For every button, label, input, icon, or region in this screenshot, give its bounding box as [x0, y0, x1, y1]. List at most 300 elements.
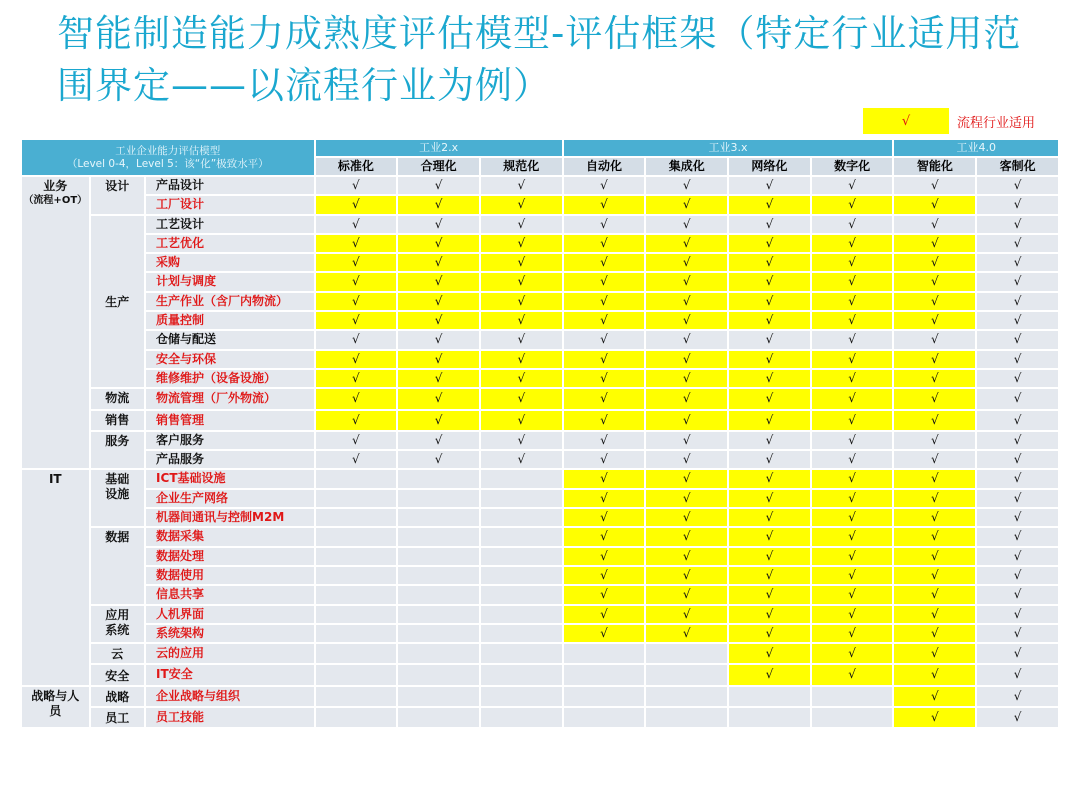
- check-cell: √: [977, 331, 1058, 348]
- check-cell: √: [646, 312, 727, 329]
- check-cell: √: [646, 196, 727, 213]
- check-cell: √: [894, 370, 975, 387]
- empty-cell: [481, 528, 562, 545]
- stage-header: 客制化: [977, 158, 1058, 175]
- check-cell: √: [316, 312, 397, 329]
- empty-cell: [316, 665, 397, 684]
- subcategory-label: 数据: [91, 528, 144, 603]
- check-cell: √: [812, 293, 893, 310]
- check-cell: √: [894, 528, 975, 545]
- check-cell: √: [316, 370, 397, 387]
- empty-cell: [398, 509, 479, 526]
- table-row: [22, 293, 1058, 310]
- table-row: [22, 586, 1058, 603]
- item-label: 信息共享: [146, 586, 313, 603]
- check-cell: √: [977, 586, 1058, 603]
- check-cell: √: [812, 606, 893, 623]
- check-cell: √: [894, 586, 975, 603]
- item-label: 系统架构: [146, 625, 313, 642]
- check-cell: √: [481, 331, 562, 348]
- check-cell: √: [729, 411, 810, 430]
- empty-cell: [564, 665, 645, 684]
- empty-cell: [316, 528, 397, 545]
- check-cell: √: [646, 451, 727, 468]
- empty-cell: [646, 665, 727, 684]
- subcategory-label: 生产: [91, 216, 144, 388]
- check-cell: √: [316, 331, 397, 348]
- empty-cell: [398, 490, 479, 507]
- table-row: [22, 370, 1058, 387]
- table-row: [22, 490, 1058, 507]
- check-cell: √: [812, 235, 893, 252]
- check-cell: √: [729, 331, 810, 348]
- stage-header: 标准化: [316, 158, 397, 175]
- check-cell: √: [812, 567, 893, 584]
- check-cell: √: [729, 254, 810, 271]
- check-cell: √: [729, 625, 810, 642]
- check-cell: √: [729, 351, 810, 368]
- check-cell: √: [812, 548, 893, 565]
- category-label: 战略与人员: [31, 688, 80, 718]
- item-label: 机器间通讯与控制M2M: [146, 509, 313, 526]
- check-cell: √: [977, 293, 1058, 310]
- empty-cell: [812, 708, 893, 727]
- check-cell: √: [812, 470, 893, 487]
- item-label: 产品服务: [146, 451, 313, 468]
- check-cell: √: [729, 216, 810, 233]
- table-row: [22, 331, 1058, 348]
- check-cell: √: [316, 389, 397, 408]
- check-cell: √: [646, 490, 727, 507]
- check-cell: √: [894, 273, 975, 290]
- empty-cell: [316, 687, 397, 706]
- empty-cell: [481, 509, 562, 526]
- empty-cell: [398, 687, 479, 706]
- check-cell: √: [812, 509, 893, 526]
- empty-cell: [316, 625, 397, 642]
- empty-cell: [646, 644, 727, 663]
- check-cell: √: [894, 708, 975, 727]
- table-row: [22, 665, 1058, 684]
- check-cell: √: [564, 351, 645, 368]
- empty-cell: [316, 708, 397, 727]
- empty-cell: [398, 665, 479, 684]
- check-cell: √: [729, 370, 810, 387]
- check-cell: √: [729, 273, 810, 290]
- table-row: [22, 432, 1058, 449]
- table-row: [22, 254, 1058, 271]
- check-cell: √: [977, 490, 1058, 507]
- check-cell: √: [398, 293, 479, 310]
- subcategory-label: 基础设施: [91, 470, 144, 526]
- table-row: [22, 273, 1058, 290]
- check-cell: √: [729, 196, 810, 213]
- check-cell: √: [564, 470, 645, 487]
- check-cell: √: [977, 644, 1058, 663]
- check-cell: √: [481, 216, 562, 233]
- check-cell: √: [564, 432, 645, 449]
- check-cell: √: [812, 312, 893, 329]
- empty-cell: [316, 548, 397, 565]
- check-cell: √: [646, 528, 727, 545]
- check-cell: √: [729, 644, 810, 663]
- check-cell: √: [646, 625, 727, 642]
- check-cell: √: [894, 451, 975, 468]
- empty-cell: [481, 687, 562, 706]
- table-row: [22, 235, 1058, 252]
- empty-cell: [398, 625, 479, 642]
- check-cell: √: [729, 389, 810, 408]
- check-cell: √: [398, 254, 479, 271]
- empty-cell: [398, 567, 479, 584]
- check-cell: √: [646, 606, 727, 623]
- check-cell: √: [316, 254, 397, 271]
- check-cell: √: [646, 432, 727, 449]
- check-cell: √: [894, 665, 975, 684]
- check-cell: √: [646, 273, 727, 290]
- item-label: 工艺设计: [146, 216, 313, 233]
- check-cell: √: [481, 411, 562, 430]
- check-cell: √: [894, 254, 975, 271]
- check-cell: √: [316, 196, 397, 213]
- empty-cell: [481, 470, 562, 487]
- check-cell: √: [894, 606, 975, 623]
- empty-cell: [316, 606, 397, 623]
- empty-cell: [564, 708, 645, 727]
- item-label: 产品设计: [146, 177, 313, 194]
- item-label: 人机界面: [146, 606, 313, 623]
- check-cell: √: [729, 665, 810, 684]
- check-cell: √: [894, 235, 975, 252]
- category-cell: [22, 470, 89, 684]
- table-row: [22, 625, 1058, 642]
- check-cell: √: [646, 293, 727, 310]
- check-cell: √: [812, 177, 893, 194]
- stage-header: 合理化: [398, 158, 479, 175]
- check-cell: √: [398, 216, 479, 233]
- check-cell: √: [812, 351, 893, 368]
- table-row: [22, 216, 1058, 233]
- table-row: [22, 470, 1058, 487]
- check-cell: √: [977, 606, 1058, 623]
- check-cell: √: [398, 235, 479, 252]
- check-cell: √: [646, 389, 727, 408]
- check-cell: √: [481, 351, 562, 368]
- check-cell: √: [316, 216, 397, 233]
- check-cell: √: [646, 331, 727, 348]
- item-label: 质量控制: [146, 312, 313, 329]
- item-label: 数据使用: [146, 567, 313, 584]
- empty-cell: [316, 644, 397, 663]
- check-cell: √: [646, 370, 727, 387]
- table-row: [22, 177, 1058, 194]
- empty-cell: [316, 586, 397, 603]
- check-cell: √: [646, 235, 727, 252]
- group-header-industry-40: 工业4.0: [894, 140, 1058, 156]
- table-row: [22, 351, 1058, 368]
- check-cell: √: [977, 451, 1058, 468]
- legend-label: 流程行业适用: [957, 115, 1036, 131]
- check-cell: √: [977, 370, 1058, 387]
- check-cell: √: [977, 351, 1058, 368]
- check-cell: √: [812, 451, 893, 468]
- check-cell: √: [729, 586, 810, 603]
- check-cell: √: [729, 177, 810, 194]
- stage-header: 集成化: [646, 158, 727, 175]
- empty-cell: [398, 586, 479, 603]
- empty-cell: [398, 528, 479, 545]
- check-cell: √: [646, 254, 727, 271]
- check-cell: √: [481, 254, 562, 271]
- check-cell: √: [977, 216, 1058, 233]
- check-cell: √: [729, 567, 810, 584]
- subcategory-label: 员工: [91, 708, 144, 727]
- check-cell: √: [977, 235, 1058, 252]
- check-cell: √: [316, 351, 397, 368]
- item-label: ICT基础设施: [146, 470, 313, 487]
- check-cell: √: [481, 432, 562, 449]
- empty-cell: [481, 708, 562, 727]
- table-row: [22, 567, 1058, 584]
- check-cell: √: [894, 216, 975, 233]
- check-cell: √: [564, 216, 645, 233]
- check-cell: √: [812, 389, 893, 408]
- check-cell: √: [316, 293, 397, 310]
- category-label: IT: [48, 472, 62, 487]
- check-cell: √: [646, 470, 727, 487]
- check-cell: √: [977, 273, 1058, 290]
- table-row: [22, 708, 1058, 727]
- model-header-cell: [22, 140, 314, 175]
- item-label: 员工技能: [146, 708, 313, 727]
- check-cell: √: [564, 528, 645, 545]
- empty-cell: [316, 490, 397, 507]
- check-cell: √: [977, 567, 1058, 584]
- item-label: 维修维护（设备设施）: [146, 370, 313, 387]
- empty-cell: [729, 687, 810, 706]
- empty-cell: [316, 567, 397, 584]
- check-cell: √: [977, 254, 1058, 271]
- check-cell: √: [977, 177, 1058, 194]
- check-cell: √: [316, 235, 397, 252]
- check-cell: √: [564, 451, 645, 468]
- check-cell: √: [398, 273, 479, 290]
- check-cell: √: [564, 273, 645, 290]
- subcategory-label: 安全: [91, 665, 144, 684]
- check-cell: √: [646, 567, 727, 584]
- check-cell: √: [894, 548, 975, 565]
- legend: [863, 108, 1035, 134]
- category-cell: [22, 177, 89, 468]
- check-cell: √: [812, 370, 893, 387]
- check-cell: √: [646, 509, 727, 526]
- check-cell: √: [564, 331, 645, 348]
- check-cell: √: [812, 586, 893, 603]
- check-cell: √: [729, 293, 810, 310]
- check-cell: √: [894, 567, 975, 584]
- category-label: 业务: [43, 179, 68, 193]
- stage-header: 智能化: [894, 158, 975, 175]
- item-label: 仓储与配送: [146, 331, 313, 348]
- empty-cell: [316, 470, 397, 487]
- check-cell: √: [812, 625, 893, 642]
- check-cell: √: [646, 351, 727, 368]
- check-cell: √: [564, 177, 645, 194]
- check-cell: √: [729, 312, 810, 329]
- check-cell: √: [812, 665, 893, 684]
- item-label: 数据处理: [146, 548, 313, 565]
- check-cell: √: [894, 331, 975, 348]
- check-cell: √: [894, 293, 975, 310]
- item-label: 销售管理: [146, 411, 313, 430]
- check-cell: √: [316, 411, 397, 430]
- check-cell: √: [564, 235, 645, 252]
- check-cell: √: [812, 196, 893, 213]
- item-label: 物流管理（厂外物流）: [146, 389, 313, 408]
- check-cell: √: [481, 177, 562, 194]
- check-cell: √: [481, 235, 562, 252]
- empty-cell: [398, 470, 479, 487]
- table-row: [22, 389, 1058, 408]
- check-cell: √: [894, 432, 975, 449]
- check-cell: √: [398, 331, 479, 348]
- check-cell: √: [812, 411, 893, 430]
- empty-cell: [398, 644, 479, 663]
- check-cell: √: [977, 528, 1058, 545]
- check-cell: √: [481, 370, 562, 387]
- check-cell: √: [977, 625, 1058, 642]
- check-cell: √: [564, 586, 645, 603]
- item-label: IT安全: [146, 665, 313, 684]
- subcategory-label: 物流: [91, 389, 144, 408]
- table-row: [22, 451, 1058, 468]
- empty-cell: [481, 490, 562, 507]
- empty-cell: [398, 548, 479, 565]
- check-cell: √: [564, 312, 645, 329]
- empty-cell: [481, 606, 562, 623]
- check-cell: √: [316, 273, 397, 290]
- item-label: 数据采集: [146, 528, 313, 545]
- check-cell: √: [977, 432, 1058, 449]
- check-cell: √: [646, 411, 727, 430]
- check-cell: √: [977, 312, 1058, 329]
- table-row: [22, 509, 1058, 526]
- check-cell: √: [894, 196, 975, 213]
- item-label: 客户服务: [146, 432, 313, 449]
- item-label: 云的应用: [146, 644, 313, 663]
- stage-header: 自动化: [564, 158, 645, 175]
- check-cell: √: [481, 196, 562, 213]
- check-cell: √: [398, 312, 479, 329]
- check-cell: √: [894, 312, 975, 329]
- check-cell: √: [481, 312, 562, 329]
- check-cell: √: [564, 490, 645, 507]
- empty-cell: [481, 567, 562, 584]
- check-cell: √: [894, 411, 975, 430]
- check-cell: √: [812, 331, 893, 348]
- item-label: 企业战略与组织: [146, 687, 313, 706]
- check-cell: √: [564, 567, 645, 584]
- model-header-line2: （Level 0-4，Level 5：该“化”极致水平）: [66, 157, 269, 170]
- check-cell: √: [398, 351, 479, 368]
- item-label: 生产作业（含厂内物流）: [146, 293, 313, 310]
- check-cell: √: [481, 451, 562, 468]
- check-cell: √: [481, 389, 562, 408]
- check-cell: √: [977, 665, 1058, 684]
- check-cell: √: [894, 644, 975, 663]
- check-cell: √: [646, 177, 727, 194]
- check-cell: √: [977, 411, 1058, 430]
- check-cell: √: [894, 509, 975, 526]
- check-cell: √: [564, 548, 645, 565]
- check-cell: √: [564, 509, 645, 526]
- table-row: [22, 687, 1058, 706]
- subcategory-label: 销售: [91, 411, 144, 430]
- check-cell: √: [729, 548, 810, 565]
- item-label: 工厂设计: [146, 196, 313, 213]
- empty-cell: [812, 687, 893, 706]
- table-body: [22, 177, 1058, 727]
- item-label: 工艺优化: [146, 235, 313, 252]
- item-label: 采购: [146, 254, 313, 271]
- check-cell: √: [316, 177, 397, 194]
- check-cell: √: [481, 293, 562, 310]
- model-header-line1: 工业企业能力评估模型: [115, 144, 221, 157]
- check-cell: √: [564, 196, 645, 213]
- check-cell: √: [398, 411, 479, 430]
- stage-header: 网络化: [729, 158, 810, 175]
- empty-cell: [316, 509, 397, 526]
- check-cell: √: [977, 470, 1058, 487]
- subcategory-label: 战略: [91, 687, 144, 706]
- check-cell: √: [729, 490, 810, 507]
- check-cell: √: [812, 644, 893, 663]
- check-cell: √: [894, 470, 975, 487]
- assessment-framework-table: [20, 138, 1060, 729]
- table-row: [22, 644, 1058, 663]
- subcategory-label: 云: [91, 644, 144, 663]
- check-cell: √: [894, 351, 975, 368]
- empty-cell: [564, 687, 645, 706]
- empty-cell: [646, 687, 727, 706]
- check-cell: √: [646, 216, 727, 233]
- page-title: 智能制造能力成熟度评估模型-评估框架（特定行业适用范围界定——以流程行业为例）: [57, 12, 1022, 107]
- check-cell: √: [894, 177, 975, 194]
- subcategory-label: 服务: [91, 432, 144, 469]
- check-cell: √: [564, 293, 645, 310]
- check-cell: √: [977, 196, 1058, 213]
- check-cell: √: [894, 490, 975, 507]
- check-cell: √: [729, 451, 810, 468]
- item-label: 安全与环保: [146, 351, 313, 368]
- item-label: 计划与调度: [146, 273, 313, 290]
- check-cell: √: [977, 389, 1058, 408]
- table-row: [22, 411, 1058, 430]
- check-cell: √: [977, 708, 1058, 727]
- table-row: [22, 548, 1058, 565]
- check-cell: √: [398, 451, 479, 468]
- check-cell: √: [894, 389, 975, 408]
- table-row: [22, 312, 1058, 329]
- group-header-industry-2x: 工业2.x: [316, 140, 562, 156]
- category-cell: [22, 687, 89, 728]
- check-cell: √: [729, 528, 810, 545]
- empty-cell: [564, 644, 645, 663]
- check-cell: √: [398, 370, 479, 387]
- subcategory-label: 设计: [91, 177, 144, 214]
- table-row: [22, 196, 1058, 213]
- subcategory-label: 应用系统: [91, 606, 144, 643]
